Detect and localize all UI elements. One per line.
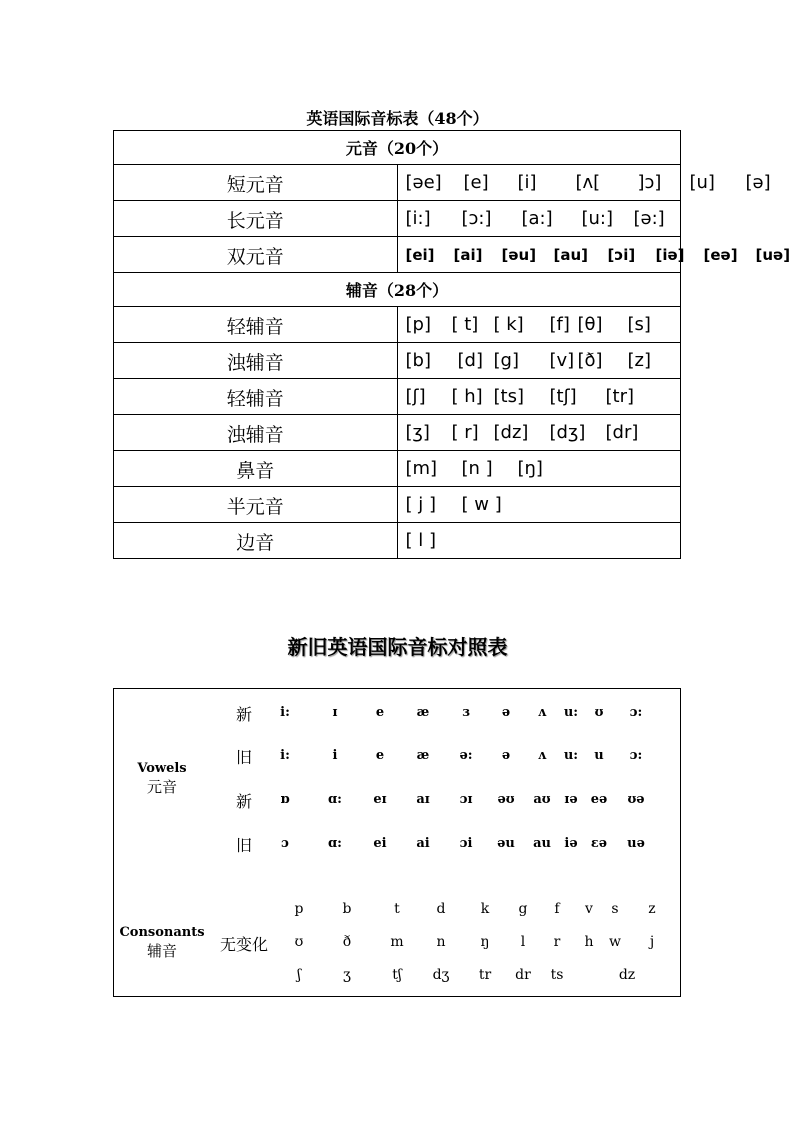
symbol-cell xyxy=(397,523,681,559)
vowels-category xyxy=(122,759,202,797)
symbol: [u] xyxy=(689,172,715,193)
table-row xyxy=(114,237,681,273)
symbol: [ei] xyxy=(405,245,435,264)
symbol: [əu] xyxy=(501,245,537,264)
symbol-cell xyxy=(397,201,681,237)
symbol: [g] xyxy=(493,350,519,371)
row-label-old: 旧 xyxy=(235,748,252,767)
vowel-symbol: ɒ xyxy=(280,792,290,807)
table-row xyxy=(114,165,681,201)
symbol: [uə] xyxy=(755,245,791,264)
row-label-new: 新 xyxy=(235,792,252,811)
symbol: [dʒ] xyxy=(549,422,586,443)
consonant-symbol: dr xyxy=(515,967,531,983)
vowel-symbol: ə xyxy=(501,705,511,720)
vowels-header: 元音（20个） xyxy=(114,131,681,165)
symbol: [n ] xyxy=(461,458,493,479)
symbol: [ h] xyxy=(451,386,483,407)
consonant-symbol: n xyxy=(436,934,446,950)
symbol: [ɔi] xyxy=(607,245,636,264)
symbol-cell xyxy=(397,451,681,487)
symbol: [ə:] xyxy=(633,208,665,229)
row-label: 鼻音 xyxy=(114,451,398,487)
table-row xyxy=(114,307,681,343)
symbol: [dz] xyxy=(493,422,529,443)
consonant-symbol: b xyxy=(342,901,352,917)
consonants-category xyxy=(116,923,208,961)
phonetic-table xyxy=(113,130,791,559)
symbol: [a:] xyxy=(521,208,553,229)
symbol: [ɔ:] xyxy=(461,208,492,229)
row-label: 浊辅音 xyxy=(114,343,398,379)
vowel-symbol: i: xyxy=(280,705,290,720)
symbol-cell xyxy=(397,487,681,523)
symbol: [iə] xyxy=(655,245,685,264)
vowel-symbol: əʊ xyxy=(497,792,515,807)
symbol: [ʌ[ xyxy=(575,172,601,193)
vowel-symbol: ɜ xyxy=(462,705,470,720)
symbol-cell xyxy=(397,237,791,273)
symbol: [e] xyxy=(463,172,489,193)
consonant-symbol: m xyxy=(390,934,404,950)
vowel-symbol: ai xyxy=(416,836,430,851)
symbol: [ai] xyxy=(453,245,483,264)
symbol: [ð] xyxy=(577,350,603,371)
consonant-symbol: tr xyxy=(478,967,492,983)
symbol: [θ] xyxy=(577,314,603,335)
table2-title: 新旧英语国际音标对照表 xyxy=(287,635,508,659)
table-row xyxy=(114,451,681,487)
consonant-symbol: j xyxy=(649,934,655,950)
symbol: [ l ] xyxy=(405,530,436,551)
vowel-symbol: eə xyxy=(590,792,608,807)
vowel-symbol: ɔ xyxy=(281,836,289,851)
vowel-symbol: ɪ xyxy=(332,705,338,720)
symbol: [i:] xyxy=(405,208,431,229)
table-row xyxy=(114,415,681,451)
symbol: [ʒ] xyxy=(405,422,430,443)
symbol: [p] xyxy=(405,314,431,335)
vowel-symbol: aʊ xyxy=(533,792,551,807)
row-label: 浊辅音 xyxy=(114,415,398,451)
consonant-symbol: l xyxy=(520,934,526,950)
symbol: [eə] xyxy=(703,245,738,264)
symbol: [u:] xyxy=(581,208,614,229)
consonant-symbol: ʊ xyxy=(294,934,304,950)
vowel-symbol: u xyxy=(594,748,604,763)
vowels-zh-label: 元音 xyxy=(146,778,177,796)
vowel-symbol: eɪ xyxy=(373,792,387,807)
vowel-symbol: u: xyxy=(563,705,579,720)
row-label: 半元音 xyxy=(114,487,398,523)
vowel-symbol: au xyxy=(533,836,551,851)
vowel-symbol: ʊ xyxy=(594,705,604,720)
vowel-symbol: ɔɪ xyxy=(459,792,473,807)
vowel-symbol: u: xyxy=(563,748,579,763)
table1-title: 英语国际音标表（48个） xyxy=(306,109,489,128)
symbol: [ t] xyxy=(451,314,479,335)
vowel-symbol: ʌ xyxy=(537,748,547,763)
vowel-symbol: ɑ: xyxy=(328,836,342,851)
consonant-symbol: tʃ xyxy=(392,967,402,983)
consonant-symbol: z xyxy=(648,901,656,917)
symbol: [ts] xyxy=(493,386,524,407)
symbol: [au] xyxy=(553,245,589,264)
vowel-symbol: uə xyxy=(627,836,645,851)
symbol: [i] xyxy=(517,172,537,193)
symbol: ]ɔ] xyxy=(637,172,662,193)
symbol: [əe] xyxy=(405,172,442,193)
row-label-unchanged: 无变化 xyxy=(219,935,268,954)
vowel-symbol: ɔi xyxy=(459,836,473,851)
vowel-symbol: ʌ xyxy=(537,705,547,720)
symbol-cell xyxy=(397,307,681,343)
vowel-symbol: ei xyxy=(373,836,387,851)
vowel-symbol: ɛə xyxy=(590,836,608,851)
vowel-symbol: ə: xyxy=(459,748,473,763)
row-label: 轻辅音 xyxy=(114,379,398,415)
symbol: [ʃ] xyxy=(405,386,426,407)
consonant-symbol: ʃ xyxy=(297,967,301,983)
symbol: [tr] xyxy=(605,386,635,407)
vowel-symbol: əu xyxy=(497,836,515,851)
consonants-zh-label: 辅音 xyxy=(146,942,177,960)
vowel-symbol: ʊə xyxy=(627,792,645,807)
symbol: [ k] xyxy=(493,314,524,335)
consonant-symbol: p xyxy=(294,901,304,917)
vowel-symbol: ɔ: xyxy=(629,705,643,720)
symbol: [tʃ] xyxy=(549,386,577,407)
row-label: 短元音 xyxy=(114,165,398,201)
symbol-cell xyxy=(397,343,681,379)
symbol: [ə] xyxy=(745,172,771,193)
symbol: [ w ] xyxy=(461,494,502,515)
table-row xyxy=(114,487,681,523)
table-row xyxy=(114,523,681,559)
vowel-symbol: æ xyxy=(416,705,430,720)
symbol: [z] xyxy=(627,350,651,371)
vowel-symbol: ə xyxy=(501,748,511,763)
consonant-symbol: t xyxy=(394,901,400,917)
symbol-cell xyxy=(397,415,681,451)
consonant-symbol: s xyxy=(611,901,619,917)
vowel-symbol: e xyxy=(375,705,385,720)
symbol: [v] xyxy=(549,350,575,371)
table-row xyxy=(114,379,681,415)
consonants-header: 辅音（28个） xyxy=(114,273,681,307)
symbol: [d] xyxy=(457,350,483,371)
consonant-symbol: dz xyxy=(618,967,636,983)
consonants-en-label: Consonants xyxy=(119,925,205,940)
vowel-symbol: i: xyxy=(280,748,290,763)
vowel-symbol: ɪə xyxy=(564,792,578,807)
symbol: [dr] xyxy=(605,422,639,443)
symbol-cell xyxy=(397,165,771,201)
consonant-symbol: ʒ xyxy=(343,967,351,983)
consonant-symbol: ð xyxy=(342,934,352,950)
symbol: [ j ] xyxy=(405,494,436,515)
consonant-symbol: r xyxy=(553,934,561,950)
consonant-symbol: h xyxy=(584,934,594,950)
symbol: [ r] xyxy=(451,422,479,443)
table-row xyxy=(114,343,681,379)
consonant-symbol: w xyxy=(609,934,621,950)
consonant-symbol: dʒ xyxy=(432,967,450,983)
vowels-en-label: Vowels xyxy=(137,761,187,776)
consonant-symbol: g xyxy=(518,901,528,917)
row-label-old: 旧 xyxy=(235,836,252,855)
consonant-symbol: f xyxy=(554,901,560,917)
vowel-symbol: ɑ: xyxy=(328,792,342,807)
consonant-symbol: d xyxy=(436,901,446,917)
consonant-symbol: ŋ xyxy=(480,934,490,950)
symbol: [s] xyxy=(627,314,651,335)
vowel-symbol: ɔ: xyxy=(629,748,643,763)
symbol: [ŋ] xyxy=(517,458,543,479)
consonant-symbol: ts xyxy=(550,967,564,983)
row-label: 长元音 xyxy=(114,201,398,237)
vowel-symbol: aɪ xyxy=(416,792,430,807)
row-label: 轻辅音 xyxy=(114,307,398,343)
symbol: [m] xyxy=(405,458,438,479)
consonant-symbol: v xyxy=(585,901,593,917)
symbol: [b] xyxy=(405,350,431,371)
vowel-symbol: æ xyxy=(416,748,430,763)
row-label: 双元音 xyxy=(114,237,398,273)
table-row xyxy=(114,201,681,237)
row-label: 边音 xyxy=(114,523,398,559)
symbol: [f] xyxy=(549,314,570,335)
vowel-symbol: e xyxy=(375,748,385,763)
vowel-symbol: iə xyxy=(564,836,578,851)
symbol-cell xyxy=(397,379,681,415)
comparison-table xyxy=(113,688,681,997)
consonant-symbol: k xyxy=(480,901,490,917)
vowel-symbol: i xyxy=(332,748,338,763)
row-label-new: 新 xyxy=(235,705,252,724)
